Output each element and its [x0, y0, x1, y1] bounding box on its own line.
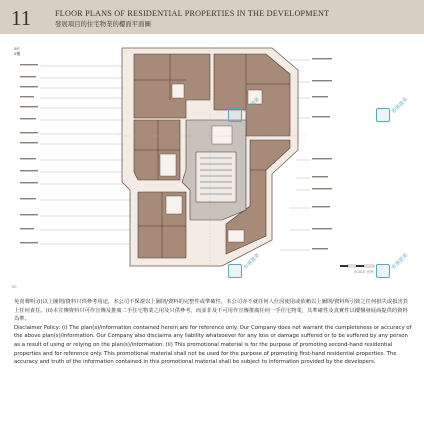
section-header	[0, 0, 424, 34]
watermark-logo: 香港置業	[376, 108, 412, 144]
disclaimer-en: Disclaimer Policy: (i) The plan(s)/information contained herein are for reference only. Our Company does not warrant the completeness or accuracy of the above plan(s)/information. Our Company also disclaims any liability whatsoever for any loss or damage suffered or to be suffered by any person as a result of using or relying on the plan(s)/information. (ii) This promotional material is for the purpose of promoting second-hand residential properties and for reference only. This promotional material shall not be used for the purpose of promoting first-hand residential properties. The accuracy and truth of the information contained in this promotional material shall be subject to information provided by the developers.	[14, 324, 412, 366]
floor-label-en: 5/F	[14, 46, 20, 51]
section-number: 11	[11, 6, 32, 30]
watermark-logo: 香港置業	[228, 264, 264, 300]
watermark-logo: 香港置業	[228, 108, 264, 144]
floor-label-zh: 5樓	[14, 51, 21, 56]
page-number: 20	[12, 284, 17, 289]
disclaimer-zh: 免責聲明:(i)以上圖則/資料只供參考用途，本公司不保證以上圖則/資料的完整性或準確性，本公司亦不就任何人仕因使用或依賴以上圖則/資料所引致之任何損失或損害負上任何責任。(ii)本宣傳資料只可作宣傳及推廣二手住宅物業之用及只供參考，而並非及不可用作宣傳推廣任何一手住宅物業，其準確性及真實性以樓盤發展商提供的資料為準。	[14, 299, 409, 323]
section-subtitle: 發展項目的住宅物業的樓面平面圖	[55, 20, 151, 28]
floor-plan	[10, 40, 390, 272]
scale-label: SCALE 比例	[354, 270, 374, 274]
section-title: FLOOR PLANS OF RESIDENTIAL PROPERTIES IN THE DEVELOPMENT	[55, 9, 330, 18]
disclaimer	[14, 298, 412, 367]
watermark-logo: 香港置業	[376, 264, 412, 300]
